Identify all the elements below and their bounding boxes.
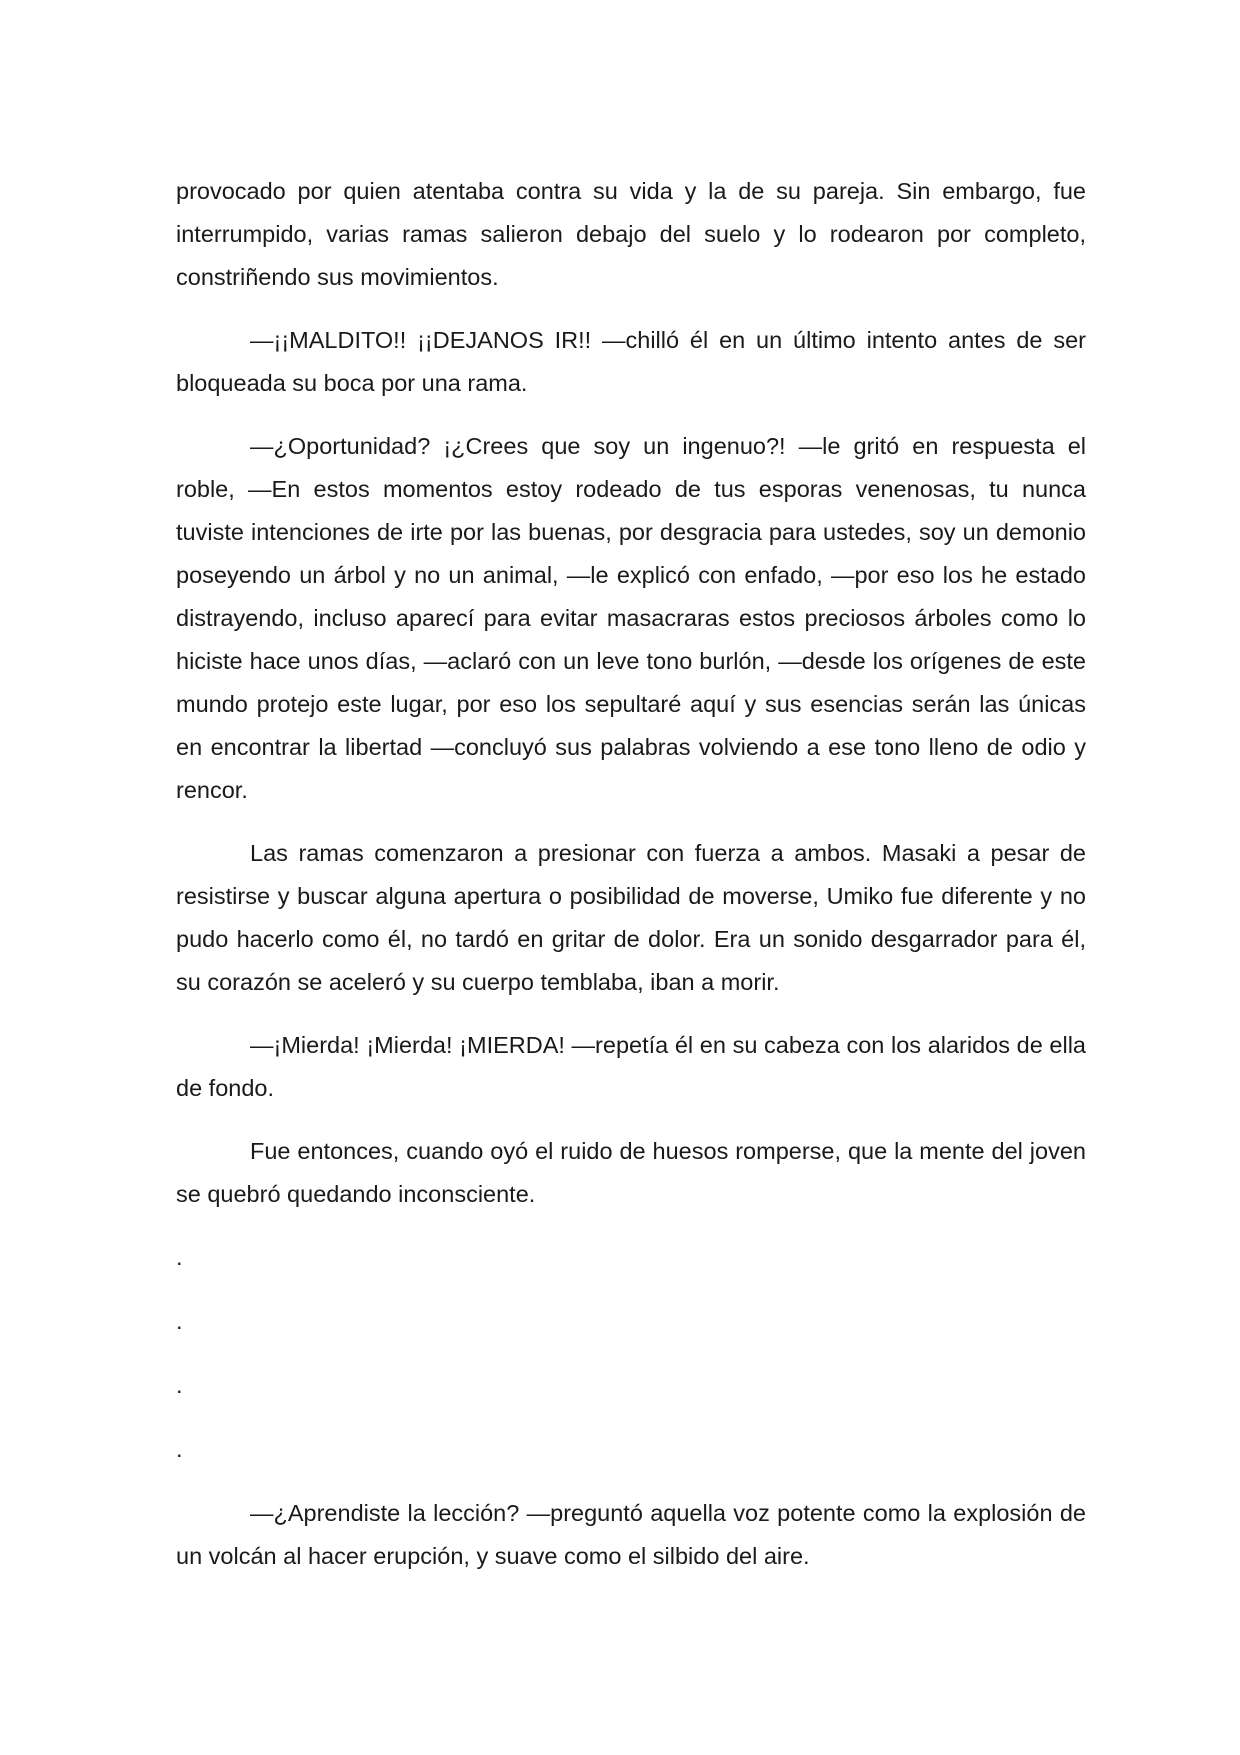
separator-dot: . bbox=[176, 1244, 183, 1270]
closing-paragraph: —¿Aprendiste la lección? —preguntó aquella voz potente como la explosión de un volcán al hacer erupción, y suave como el silbido del aire. bbox=[176, 1500, 1086, 1569]
paragraph-4: Las ramas comenzaron a presionar con fuerza a ambos. Masaki a pesar de resistirse y buscar alguna apertura o posibilidad de moverse, Umiko fue diferente y no pudo hacerlo como él, no tardó en gritar de dolor. Era un sonido desgarrador para él, su corazón se aceleró y su cuerpo temblaba, iban a morir. bbox=[176, 840, 1086, 995]
separator-dot: . bbox=[176, 1308, 183, 1334]
paragraph-5: —¡Mierda! ¡Mierda! ¡MIERDA! —repetía él en su cabeza con los alaridos de ella de fondo. bbox=[176, 1032, 1086, 1101]
scene-separator bbox=[176, 1236, 1086, 1492]
document-page bbox=[176, 170, 1086, 1598]
paragraph-3: —¿Oportunidad? ¡¿Crees que soy un ingenuo?! —le gritó en respuesta el roble, —En estos momentos estoy rodeado de tus esporas venenosas, tu nunca tuviste intenciones de irte por las buenas, por desgracia para ustedes, soy un demonio poseyendo un árbol y no un animal, —le explicó con enfado, —por eso los he estado distrayendo, incluso aparecí para evitar masacraras estos preciosos árboles como lo hiciste hace unos días, —aclaró con un leve tono burlón, —desde los orígenes de este mundo protejo este lugar, por eso los sepultaré aquí y sus esencias serán las únicas en encontrar la libertad —concluyó sus palabras volviendo a ese tono lleno de odio y rencor. bbox=[176, 433, 1086, 803]
separator-dot: . bbox=[176, 1372, 183, 1398]
paragraph-6: Fue entonces, cuando oyó el ruido de huesos romperse, que la mente del joven se quebró quedando inconsciente. bbox=[176, 1138, 1086, 1207]
paragraph-2: —¡¡MALDITO!! ¡¡DEJANOS IR!! —chilló él en un último intento antes de ser bloqueada su boca por una rama. bbox=[176, 327, 1086, 396]
paragraph-1: provocado por quien atentaba contra su vida y la de su pareja. Sin embargo, fue interrumpido, varias ramas salieron debajo del suelo y lo rodearon por completo, constriñendo sus movimientos. bbox=[176, 178, 1086, 290]
separator-dot: . bbox=[176, 1436, 183, 1462]
